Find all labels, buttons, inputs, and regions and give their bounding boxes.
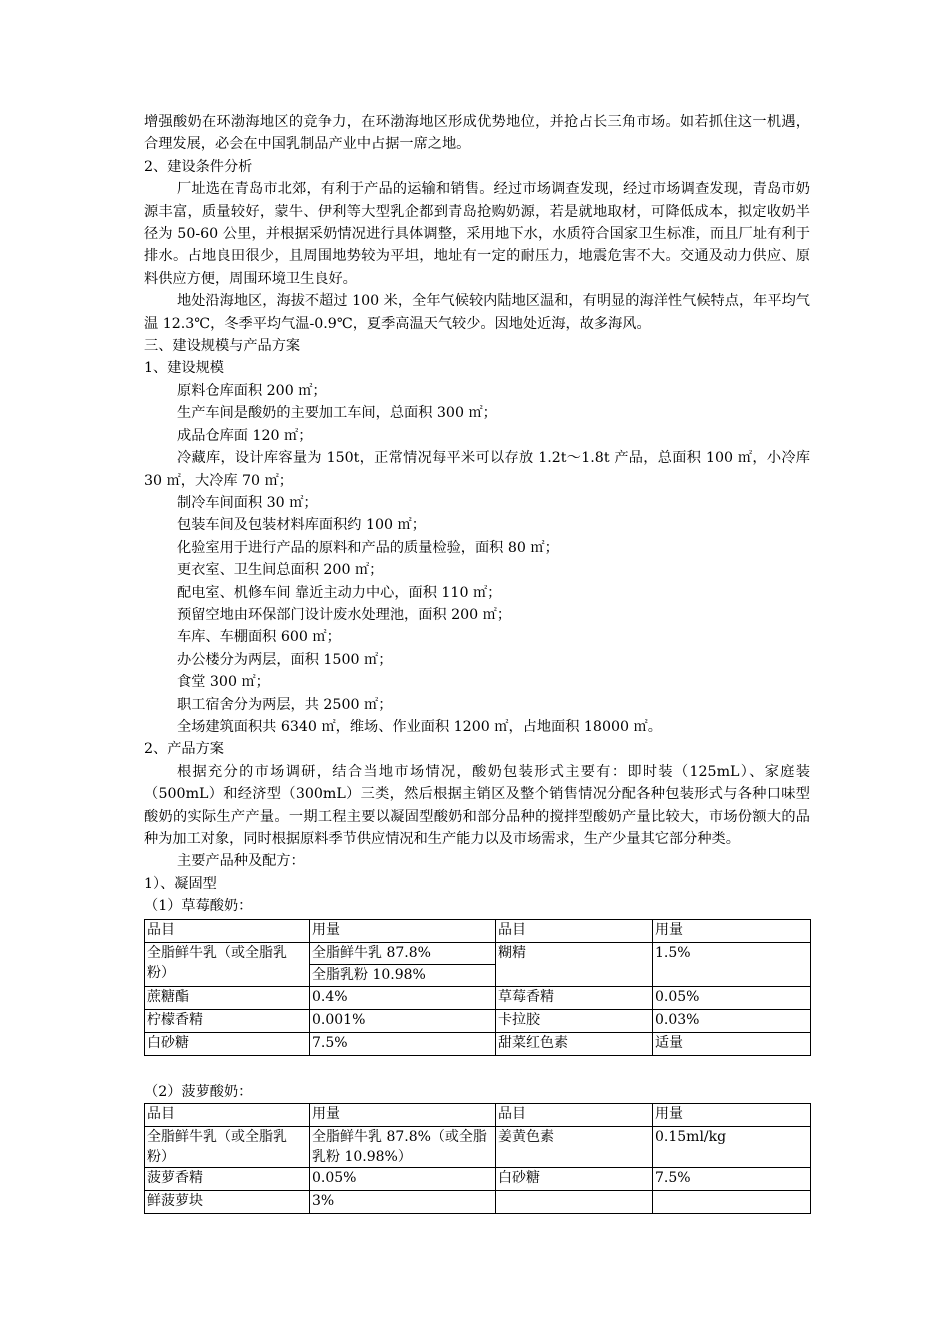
scale-item: 化验室用于进行产品的原料和产品的质量检验，面积 80 ㎡； [177,539,559,556]
document-page [144,111,810,1214]
scale-item: 车库、车棚面积 600 ㎡； [177,629,341,646]
heading-site-conditions: 2、建设条件分析 [144,158,253,175]
table-cell: 全脂鲜牛乳（或全脂乳粉） [145,1127,310,1168]
spacer [144,1056,810,1081]
table-header-cell: 品目 [496,920,653,943]
paragraph-product-plan: 根据充分的市场调研，结合当地市场情况，酸奶包装形式主要有：即时装（125mL）、家庭装（500mL）和经济型（300mL）三类，然后根据主销区及整个销售情况分配各种包装形式与各种口味型酸奶的实际生产产量。一期工程主要以凝固型酸奶和部分品种的搅拌型酸奶产量比较大，市场份额大的品种为加工对象，同时根据原料季节供应情况和生产能力以及市场需求，生产少量其它部分种类。 [144,763,810,847]
heading-construction-scale: 1、建设规模 [144,360,224,377]
table-cell [496,1191,653,1214]
table-cell [653,1191,811,1214]
scale-item: 预留空地由环保部门设计废水处理池，面积 200 ㎡； [177,606,512,623]
table-cell: 适量 [653,1033,811,1056]
heading-main-products: 主要产品种及配方： [177,853,305,870]
scale-item: 全场建筑面积共 6340 ㎡，维场、作业面积 1200 ㎡，占地面积 18000 ㎡。 [177,718,662,735]
scale-item: 原料仓库面积 200 ㎡； [177,382,327,399]
table-cell: 白砂糖 [496,1168,653,1191]
table-cell: 柠檬香精 [145,1010,310,1033]
table-cell: 7.5% [310,1033,496,1056]
table-row [145,1033,811,1056]
table-cell: 0.001% [310,1010,496,1033]
table-header-row [145,1104,811,1127]
table-cell: 7.5% [653,1168,811,1191]
table-row [145,1127,811,1168]
table-cell: 草莓香精 [496,987,653,1010]
table-cell: 3% [310,1191,496,1214]
scale-item: 配电室、机修车间 靠近主动力中心，面积 110 ㎡； [177,584,502,601]
table-cell: 糊精 [496,943,653,987]
scale-item: 成品仓库面 120 ㎡； [177,427,313,444]
scale-item: 冷藏库，设计库容量为 150t，正常情况每平米可以存放 1.2t～1.8t 产品，总面积 100 ㎡，小冷库 30 ㎡，大冷库 70 ㎡； [144,450,810,489]
strawberry-recipe-table [144,919,811,1056]
table-cell: 1.5% [653,943,811,987]
table-cell: 0.03% [653,1010,811,1033]
table-header-cell: 用量 [310,1104,496,1127]
table-cell-split [310,943,496,987]
scale-item: 制冷车间面积 30 ㎡； [177,494,318,511]
table-header-cell: 品目 [145,1104,310,1127]
table-cell: 白砂糖 [145,1033,310,1056]
table-row [145,1010,811,1033]
heading-strawberry-yogurt: （1）草莓酸奶： [144,898,253,915]
scale-item: 更衣室、卫生间总面积 200 ㎡； [177,562,384,579]
table-row [145,1191,811,1214]
table-cell: 0.4% [310,987,496,1010]
table-cell: 0.05% [653,987,811,1010]
table-header-cell: 品目 [145,920,310,943]
scale-item: 办公楼分为两层，面积 1500 ㎡； [177,651,393,668]
table-row [145,987,811,1010]
table-header-cell: 用量 [653,1104,811,1127]
table-cell: 0.05% [310,1168,496,1191]
table-header-cell: 用量 [310,920,496,943]
table-cell: 全脂鲜牛乳（或全脂乳粉） [145,943,310,987]
paragraph-intro: 增强酸奶在环渤海地区的竞争力，在环渤海地区形成优势地位，并抢占长三角市场。如若抓住这一机遇，合理发展，必会在中国乳制品产业中占据一席之地。 [144,114,810,153]
heading-pineapple-yogurt: （2）菠萝酸奶： [144,1084,253,1101]
table-cell: 全脂鲜牛乳 87.8%（或全脂乳粉 10.98%） [310,1127,496,1168]
pineapple-recipe-table [144,1103,811,1214]
table-row [145,943,811,987]
scale-item: 食堂 300 ㎡； [177,674,270,691]
table-cell: 甜菜红色素 [496,1033,653,1056]
table-cell: 蔗糖酯 [145,987,310,1010]
table-header-cell: 用量 [653,920,811,943]
scale-item: 生产车间是酸奶的主要加工车间，总面积 300 ㎡； [177,405,497,422]
table-cell: 菠萝香精 [145,1168,310,1191]
table-cell: 0.15ml/kg [653,1127,811,1168]
table-cell: 姜黄色素 [496,1127,653,1168]
table-row [145,1168,811,1191]
heading-product-plan: 2、产品方案 [144,741,224,758]
table-header-row [145,920,811,943]
paragraph-climate: 地处沿海地区，海拔不超过 100 米，全年气候较内陆地区温和，有明显的海洋性气候特点，年平均气温 12.3℃，冬季平均气温-0.9℃，夏季高温天气较少。因地处近海，故多海风。 [144,293,810,332]
heading-scale-plan: 三、建设规模与产品方案 [144,338,301,355]
table-header-cell: 品目 [496,1104,653,1127]
table-cell-line: 全脂鲜牛乳 87.8% [312,945,431,962]
heading-set-type: 1）、凝固型 [144,875,217,892]
table-cell: 鲜菠萝块 [145,1191,310,1214]
scale-item: 职工宿舍分为两层，共 2500 ㎡； [177,696,393,713]
table-cell: 卡拉胶 [496,1010,653,1033]
paragraph-site-location: 厂址选在青岛市北郊，有利于产品的运输和销售。经过市场调查发现，经过市场调查发现，青岛市奶源丰富，质量较好，蒙牛、伊利等大型乳企都到青岛抢购奶源，若是就地取材，可降低成本，拟定收奶半径为 50-60 公里，并根据采奶情况进行具体调整，采用地下水，水质符合国家卫生标准，而且厂址有利于排水。占地良田很少，且周围地势较为平坦，地址有一定的耐压力，地震危害不大。交通及动力供应、原料供应方便，周围环境卫生良好。 [144,181,810,287]
table-cell-line: 全脂乳粉 10.98% [310,964,495,986]
scale-item: 包装车间及包装材料库面积约 100 ㎡； [177,517,426,534]
